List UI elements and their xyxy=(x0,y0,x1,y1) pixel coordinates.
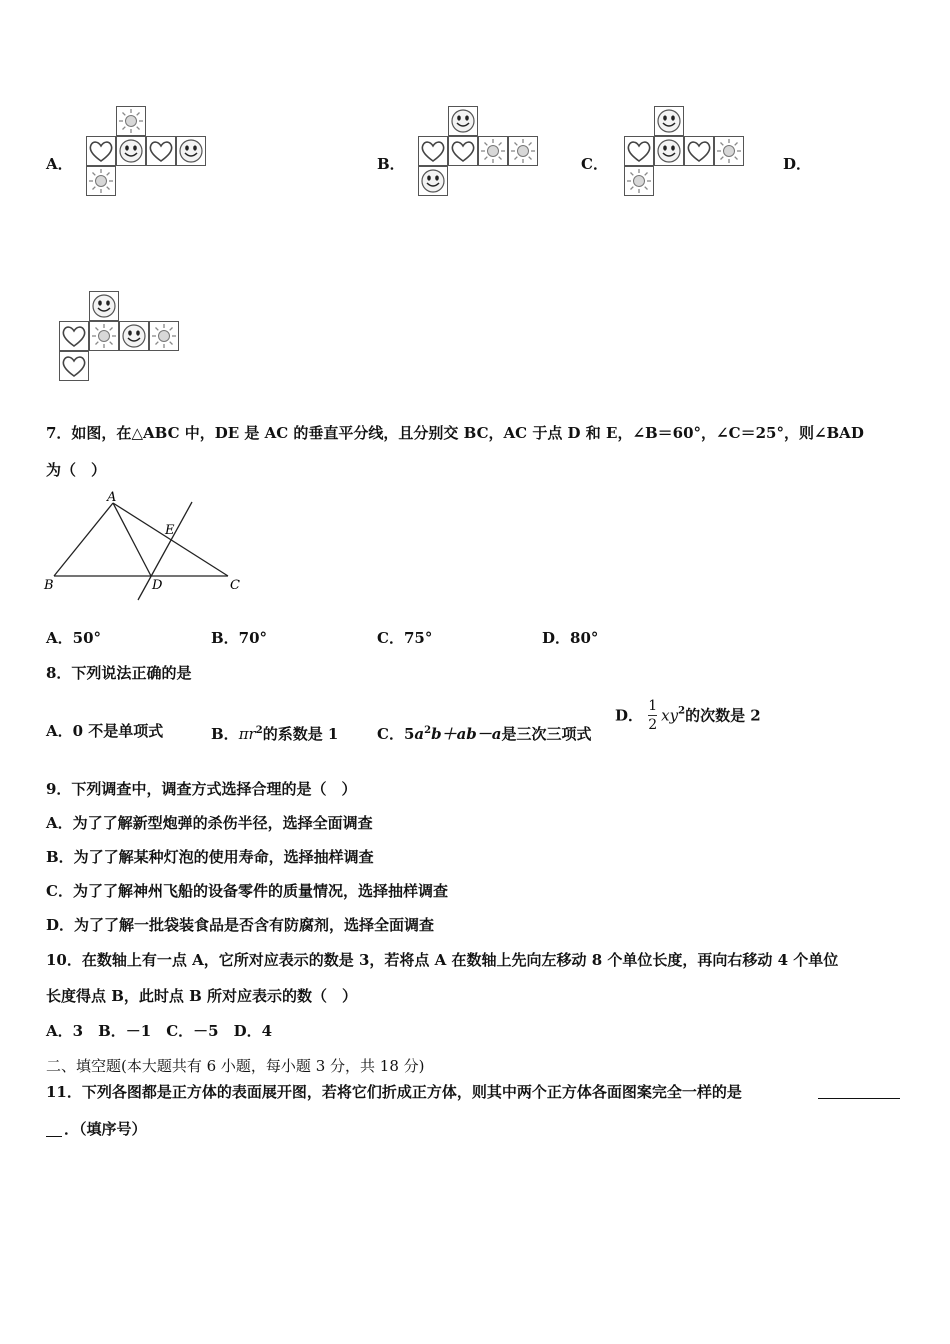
heart-icon xyxy=(59,321,89,351)
heart-icon xyxy=(59,351,89,381)
q7-text-line2: 为（ ） xyxy=(46,461,107,479)
q10-options: A．3 B．－1 C．－5 D．4 xyxy=(46,1022,273,1040)
option-b-label: B． xyxy=(377,155,405,173)
q8-c-prefix: C．5 xyxy=(377,725,415,743)
heart-icon xyxy=(146,136,176,166)
answer-blank-line1 xyxy=(818,1098,900,1099)
q8-option-a: A．0 不是单项式 xyxy=(46,722,164,740)
smile-icon xyxy=(418,166,448,196)
q9-option-d: D．为了了解一批袋装食品是否含有防腐剂，选择全面调查 xyxy=(46,916,435,934)
q9-title: 9．下列调查中，调查方式选择合理的是（ ） xyxy=(46,780,357,798)
option-c-label: C． xyxy=(581,155,608,173)
q8-c-exp: 2 xyxy=(424,725,432,736)
q8-c-suffix: 是三次三项式 xyxy=(501,725,592,743)
q8-b-prefix: B． xyxy=(211,725,239,743)
smile-icon xyxy=(654,106,684,136)
q8-b-exp: 2 xyxy=(255,725,263,736)
sun-icon xyxy=(478,136,508,166)
q8-option-b xyxy=(211,721,338,744)
q8-d-numerator: 1 xyxy=(648,698,658,714)
sun-icon xyxy=(714,136,744,166)
sun-icon xyxy=(89,321,119,351)
q8-c-mid: b＋ab－a xyxy=(431,725,502,743)
q10-text-line2: 长度得点 B，此时点 B 所对应表示的数（ ） xyxy=(46,987,358,1005)
option-a-label: A． xyxy=(46,155,73,173)
q8-d-suffix: 的次数是 2 xyxy=(685,706,761,725)
sun-icon xyxy=(624,166,654,196)
smile-icon xyxy=(654,136,684,166)
q11-text-line1: 11．下列各图都是正方体的表面展开图，若将它们折成正方体，则其中两个正方体各面图案完全一样的是 xyxy=(46,1083,742,1101)
q8-d-denominator: 2 xyxy=(648,717,658,733)
q8-b-suffix: 的系数是 1 xyxy=(262,725,339,743)
heart-icon xyxy=(624,136,654,166)
label-b: B xyxy=(44,578,54,593)
sun-icon xyxy=(508,136,538,166)
q9-option-c: C．为了了解神州飞船的设备零件的质量情况，选择抽样调查 xyxy=(46,882,448,900)
section-heading: 二、填空题(本大题共有 6 小题，每小题 3 分，共 18 分) xyxy=(46,1057,425,1075)
q8-title: 8．下列说法正确的是 xyxy=(46,664,192,682)
label-c: C xyxy=(230,578,240,593)
smile-icon xyxy=(448,106,478,136)
side-ab xyxy=(54,503,113,576)
q7-option-d: D．80° xyxy=(542,629,599,647)
segment-ad xyxy=(113,503,151,576)
option-d-label: D． xyxy=(783,155,812,173)
smile-icon xyxy=(89,291,119,321)
heart-icon xyxy=(684,136,714,166)
triangle-figure xyxy=(40,488,250,606)
q7-option-a: A．50° xyxy=(46,629,102,647)
q8-d-xy: xy xyxy=(661,706,679,725)
q8-d-prefix: D． xyxy=(615,706,644,725)
q7-text-line1: 7．如图，在△ABC 中，DE 是 AC 的垂直平分线，且分别交 BC，AC 于点 D 和 E，∠B＝60°，∠C＝25°，则∠BAD xyxy=(46,424,864,442)
perpendicular-bisector-de xyxy=(138,502,192,600)
label-d: D xyxy=(152,578,163,593)
q7-option-c: C．75° xyxy=(377,629,433,647)
label-a: A xyxy=(107,490,117,505)
q11-text-line2: ．（填序号） xyxy=(64,1120,147,1138)
smile-icon xyxy=(116,136,146,166)
smile-icon xyxy=(176,136,206,166)
q7-option-b: B．70° xyxy=(211,629,268,647)
q8-d-fraction xyxy=(648,697,657,734)
heart-icon xyxy=(418,136,448,166)
side-ac xyxy=(113,503,228,576)
heart-icon xyxy=(448,136,478,166)
heart-icon xyxy=(86,136,116,166)
q8-option-c xyxy=(377,721,592,744)
q9-option-b: B．为了了解某种灯泡的使用寿命，选择抽样调查 xyxy=(46,848,374,866)
sun-icon xyxy=(86,166,116,196)
q9-option-a: A．为了了解新型炮弹的杀伤半径，选择全面调查 xyxy=(46,814,373,832)
smile-icon xyxy=(119,321,149,351)
sun-icon xyxy=(116,106,146,136)
label-e: E xyxy=(165,523,175,538)
answer-blank-line2 xyxy=(46,1136,62,1137)
q8-c-a: a xyxy=(414,725,425,743)
sun-icon xyxy=(149,321,179,351)
q10-text-line1: 10．在数轴上有一点 A，它所对应表示的数是 3，若将点 A 在数轴上先向左移动 8 个单位长度，再向右移动 4 个单位 xyxy=(46,951,839,969)
q8-option-d xyxy=(615,697,761,734)
q8-d-exp: 2 xyxy=(678,705,686,717)
q8-b-pi: πr xyxy=(238,725,256,743)
